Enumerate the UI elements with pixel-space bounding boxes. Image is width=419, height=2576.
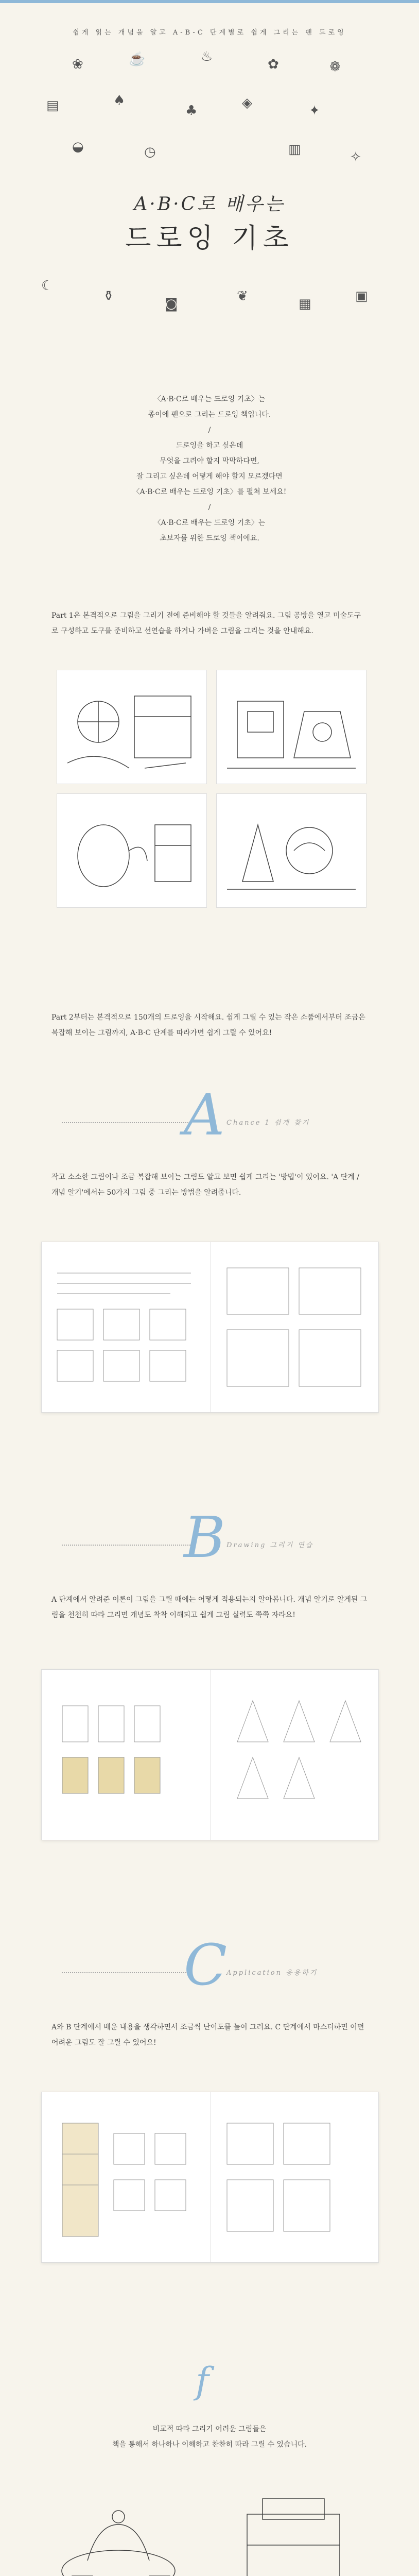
chapter-a-text: 작고 소소한 그림이나 조금 복잡해 보이는 그림도 알고 보면 쉽게 그리는 '방법'이 있어요. 'A 단계 / 개념 알기'에서는 50가지 그림 중 그리는 방법을 알려줍니다.: [51, 1173, 359, 1197]
clock-icon: ◷: [144, 144, 156, 160]
intro-line: 무엇을 그려야 할지 막막하다면,: [160, 457, 259, 465]
book-icon: ▥: [288, 142, 301, 157]
plant-icon: ❀: [72, 57, 83, 72]
spread-gutter: [210, 1670, 211, 1840]
intro-line: 〈A·B·C로 배우는 드로잉 기초〉는: [153, 395, 266, 403]
chapter-a-header: [0, 1082, 419, 1159]
finale-text: [0, 2421, 419, 2452]
book-spread: [41, 2092, 379, 2263]
sketch-image: [216, 670, 366, 784]
dotted-rule: [62, 1545, 190, 1546]
croissant-icon: ☾: [41, 278, 54, 294]
radio-icon: ▤: [46, 98, 59, 113]
chapter-letter: A: [184, 1082, 225, 1148]
teapot-icon: ♣: [185, 103, 198, 118]
bowl-icon: ◒: [72, 139, 84, 155]
hero-title-en: A·B·C로 배우는: [134, 194, 285, 215]
sketch-image: [216, 793, 366, 908]
tagline: 쉽게 읽는 개념을 알고 A-B-C 단계별로 쉽게 그리는 펜 드로잉: [73, 29, 346, 37]
slash-divider: /: [208, 503, 211, 512]
intro-line: 〈A·B·C로 배우는 드로잉 기초〉는: [153, 519, 266, 527]
chair-icon: ✦: [309, 103, 320, 118]
chapter-c-text: A와 B 단계에서 배운 내용을 생각하면서 조금씩 난이도를 높여 그려요. C 단계에서 마스터하면 어떤 어려운 그림도 잘 그릴 수 있어요!: [51, 2023, 364, 2047]
sofa-icon: ▦: [299, 296, 311, 312]
cake-icon: ✿: [268, 57, 279, 72]
finale-line: 책을 통해서 하나하나 이해하고 찬찬히 따라 그릴 수 있습니다.: [112, 2441, 307, 2449]
spread-gutter: [210, 1242, 211, 1412]
intro-line: 잘 그리고 싶은데 어떻게 해야 할지 모르겠다면: [136, 472, 283, 481]
chapter-label: Application 응용하기: [226, 1969, 318, 1977]
part1-text: Part 1은 본격적으로 그림을 그리기 전에 준비해야 할 것들을 알려줘요. 그림 공방을 열고 미술도구로 구성하고 도구를 준비하고 선연습을 하거나 가벼운 그림을 그리는 것을 안내해요.: [51, 612, 361, 635]
book-spread: [41, 1669, 379, 1840]
sketch-image: [57, 670, 207, 784]
candy-icon: ✧: [350, 149, 361, 165]
spread-gutter: [210, 2092, 211, 2262]
flower-icon: ❁: [329, 59, 341, 75]
finale-line: 비교적 따라 그리기 어려운 그림들은: [152, 2425, 267, 2433]
intro-line: 초보자를 위한 드로잉 책이에요.: [160, 534, 259, 543]
book-spread: [41, 1242, 379, 1413]
top-accent-line: [0, 0, 419, 3]
camera-icon: ◙: [165, 296, 178, 312]
chapter-b-text: A 단계에서 알려준 이론이 그림을 그릴 때에는 어떻게 적용되는지 알아봅니다. 개념 알기로 알게된 그림을 천천히 따라 그리면 개념도 착착 이해되고 쉽게 그림 실력도 쭉쭉 자라요!: [51, 1596, 368, 1619]
chapter-letter: C: [184, 1932, 228, 1998]
intro-line: 드로잉을 하고 싶은데: [176, 442, 243, 450]
part2-text: Part 2부터는 본격적으로 150개의 드로잉을 시작해요. 쉽게 그릴 수 있는 작은 소품에서부터 조금은 복잡해 보이는 그림까지, A·B·C 단계를 따라가면 쉽게 그릴 수 있어요!: [51, 1013, 365, 1037]
lamp-icon: ♨: [201, 49, 213, 64]
chapter-label: Chance 1 쉽게 찾기: [226, 1119, 310, 1127]
sketch-image: [57, 793, 207, 908]
chapter-letter: B: [184, 1504, 225, 1570]
jar-icon: ⚱: [103, 289, 114, 304]
dotted-rule: [62, 1972, 190, 1973]
intro-block: [0, 392, 419, 546]
intro-line: 〈A·B·C로 배우는 드로잉 기초〉를 펼쳐 보세요!: [132, 488, 287, 496]
glass-icon: ♠: [113, 93, 126, 108]
cup-icon: ☕: [129, 52, 146, 67]
bag-icon: ◈: [242, 95, 252, 111]
dessert-icon: ❦: [237, 289, 248, 304]
chapter-label: Drawing 그리기 연습: [226, 1541, 314, 1549]
toast-icon: ▣: [355, 289, 368, 304]
finale-letter: f: [196, 2360, 209, 2402]
illustration-pair: [41, 2468, 378, 2576]
dotted-rule: [62, 1122, 190, 1123]
intro-line: 종이에 펜으로 그리는 드로잉 책입니다.: [148, 411, 271, 419]
slash-divider: /: [208, 426, 211, 434]
hero-title-ko: 드로잉 기초: [125, 223, 294, 254]
chapter-b-header: [0, 1504, 419, 1582]
chapter-c-header: [0, 1932, 419, 2009]
